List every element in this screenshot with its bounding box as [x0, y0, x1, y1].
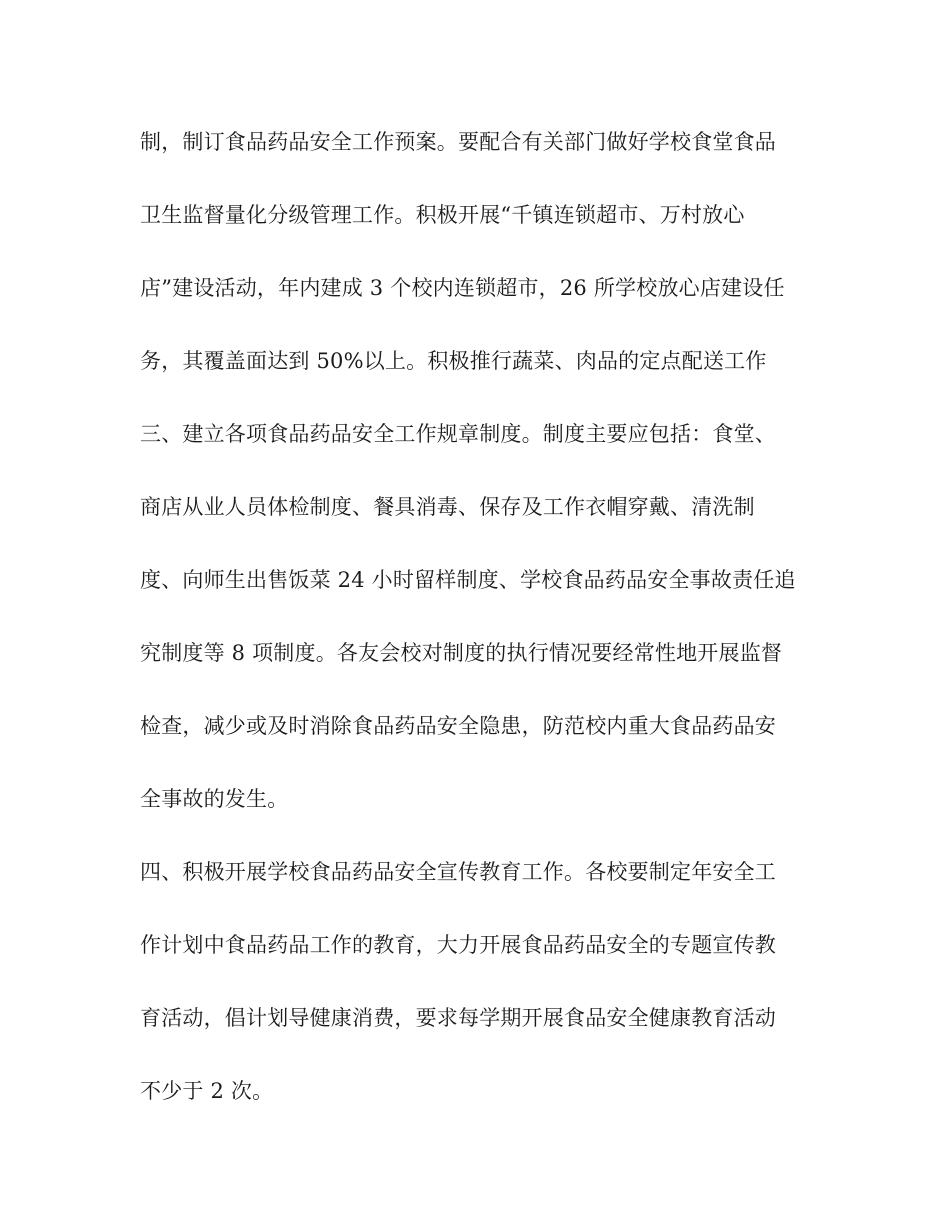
- text-line: 全事故的发生。: [140, 787, 289, 811]
- text-line: 商店从业人员体检制度、餐具消毒、保存及工作衣帽穿戴、清洗制: [140, 495, 755, 519]
- text-line: 究制度等 8 项制度。各友会校对制度的执行情况要经常性地开展监督: [140, 641, 783, 665]
- text-line: 制，制订食品药品安全工作预案。要配合有关部门做好学校食堂食品: [140, 130, 776, 154]
- text-line: 作计划中食品药品工作的教育，大力开展食品药品安全的专题宣传教: [140, 933, 776, 957]
- text-line: 三、建立各项食品药品安全工作规章制度。制度主要应包括：食堂、: [140, 422, 776, 446]
- text-line: 四、积极开展学校食品药品安全宣传教育工作。各校要制定年安全工: [140, 860, 776, 884]
- text-line: 店”建设活动，年内建成 3 个校内连锁超市，26 所学校放心店建设任: [140, 276, 785, 300]
- text-line: 务，其覆盖面达到 50%以上。积极推行蔬菜、肉品的定点配送工作: [140, 349, 767, 373]
- text-line: 卫生监督量化分级管理工作。积极开展“千镇连锁超市、万村放心: [140, 203, 745, 227]
- text-line: 度、向师生出售饭菜 24 小时留样制度、学校食品药品安全事故责任追: [140, 568, 796, 592]
- text-line: 育活动，倡计划导健康消费，要求每学期开展食品安全健康教育活动: [140, 1006, 776, 1030]
- text-line: 不少于 2 次。: [140, 1079, 274, 1103]
- text-line: 检查，减少或及时消除食品药品安全隐患，防范校内重大食品药品安: [140, 714, 776, 738]
